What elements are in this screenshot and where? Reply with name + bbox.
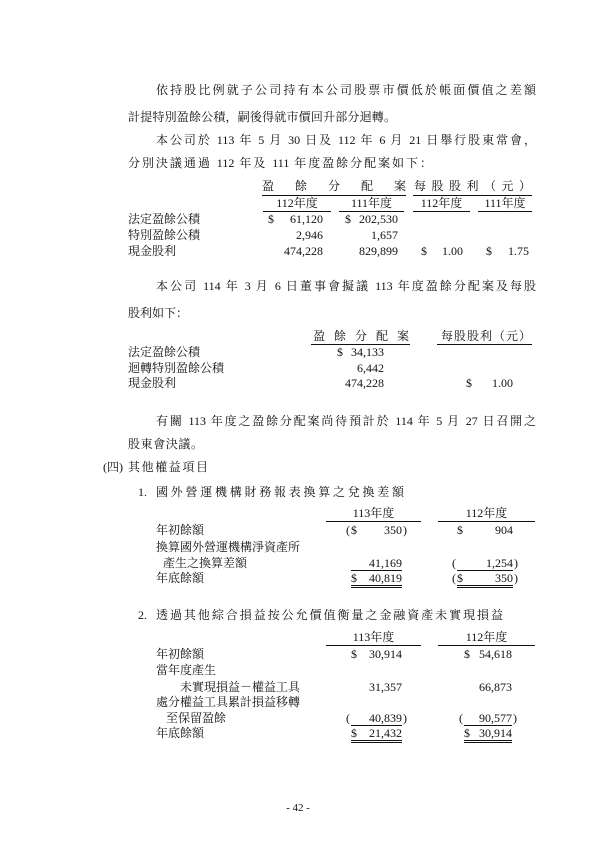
row-label-reversal-special-reserve: 迴轉特別盈餘公積 [128, 361, 225, 375]
amount-value: 40,819 [369, 571, 402, 585]
currency-symbol: $ [345, 212, 351, 226]
paren-open: ( [452, 556, 456, 570]
amount-value: 41,169 [369, 556, 402, 570]
page-number: - 42 - [286, 802, 310, 814]
header-dividend-per-share: 每股股利（元） [414, 179, 531, 193]
amount-cell [457, 523, 513, 537]
header-dividend-per-share: 每股股利（元） [441, 329, 531, 343]
column-rule [326, 645, 421, 646]
amount-cell [351, 726, 402, 743]
currency-symbol: $ [464, 647, 470, 661]
amount-cell [421, 244, 463, 258]
header-distribution-plan: 盈餘分配案 [313, 329, 409, 343]
amount-cell [459, 711, 517, 726]
row-label-closing-balance: 年底餘額 [156, 571, 205, 585]
currency-symbol: $ [457, 571, 463, 585]
amount-cell [337, 376, 384, 390]
column-header-dps-111: 111年度 [484, 196, 526, 210]
row-label-translation-line-2: 產生之換算差額 [163, 556, 248, 570]
amount-cell [351, 556, 402, 571]
column-header-dist-112: 112年度 [276, 196, 318, 210]
column-rule [478, 211, 532, 212]
paren-close: ) [403, 711, 407, 725]
row-label-legal-reserve: 法定盈餘公積 [128, 345, 201, 359]
paragraph-3-line-2: 股利如下： [128, 306, 189, 320]
amount-value: 1.75 [508, 244, 529, 258]
amount-value: 21,432 [369, 726, 402, 740]
amount-value: 202,530 [359, 212, 398, 226]
row-label-closing-balance: 年底餘額 [156, 726, 205, 740]
amount-value: 54,618 [479, 647, 512, 661]
item-2-title: 透過其他綜合損益按公允價值衡量之金融資產未實現損益 [156, 608, 503, 622]
amount-cell [464, 680, 512, 694]
column-rule [326, 521, 421, 522]
amount-value: 6,442 [357, 361, 384, 375]
header-rule [437, 344, 532, 345]
paren-close: ) [403, 523, 407, 537]
amount-cell [452, 571, 518, 588]
column-rule [413, 211, 470, 212]
column-header-112: 112年度 [465, 630, 508, 644]
paragraph-4-line-1: 有關 113 年度之盈餘分配案尚待預計於 114 年 5 月 27 日召開之 [156, 414, 536, 428]
amount-value: 350 [384, 523, 402, 537]
amount-cell [346, 523, 407, 537]
currency-symbol: $ [457, 523, 463, 537]
column-header-113: 113年度 [352, 630, 395, 644]
row-label-cash-dividend: 現金股利 [128, 244, 177, 258]
amount-value: 31,357 [369, 680, 402, 694]
amount-value: 61,120 [290, 212, 323, 226]
currency-symbol: $ [351, 523, 357, 537]
row-label-translation-line-1: 換算國外營運機構淨資產所 [156, 540, 301, 554]
item-2-marker: 2. [138, 608, 147, 622]
paren-close: ) [514, 556, 518, 570]
amount-cell [345, 212, 398, 226]
currency-symbol: $ [421, 244, 427, 258]
paragraph-3-line-1: 本公司 114 年 3 月 6 日董事會擬議 113 年度盈餘分配案及每股 [156, 279, 536, 293]
amount-value: 829,899 [359, 244, 398, 258]
paragraph-4-line-2: 股東會決議。 [128, 437, 204, 451]
amount-value: 66,873 [479, 680, 512, 694]
row-label-legal-reserve: 法定盈餘公積 [128, 212, 201, 226]
amount-cell [464, 726, 512, 743]
amount-value: 30,914 [479, 726, 512, 740]
column-rule [438, 521, 535, 522]
amount-cell [351, 680, 402, 694]
currency-symbol: $ [337, 345, 343, 359]
paragraph-1-line-1: 依持股比例就子公司持有本公司股票市價低於帳面價值之差額 [156, 83, 536, 97]
paragraph-1-line-2: 計提特別盈餘公積，嗣後得就市價回升部分迴轉。 [128, 110, 396, 124]
paren-close: ) [513, 711, 517, 725]
amount-value: 90,577 [479, 711, 512, 725]
currency-symbol: $ [351, 726, 357, 740]
amount-cell [345, 244, 398, 258]
amount-value: 34,133 [351, 345, 384, 359]
section-marker: (四) [103, 460, 123, 474]
amount-cell [337, 361, 384, 375]
amount-value: 474,228 [284, 244, 323, 258]
amount-value: 40,839 [369, 711, 402, 725]
amount-cell [345, 228, 398, 242]
currency-symbol: $ [268, 212, 274, 226]
section-title: 其他權益項目 [128, 460, 208, 474]
amount-value: 350 [495, 571, 513, 585]
amount-cell [466, 376, 513, 390]
amount-value: 30,914 [369, 647, 402, 661]
column-rule [438, 645, 535, 646]
amount-cell [486, 244, 529, 258]
row-label-disposal-transfer-line-2: 至保留盈餘 [166, 711, 227, 725]
column-header-113: 113年度 [352, 506, 395, 520]
amount-value: 1.00 [442, 244, 463, 258]
amount-cell [351, 647, 402, 661]
row-label-disposal-transfer-line-1: 處分權益工具累計損益移轉 [156, 695, 301, 709]
row-label-opening-balance: 年初餘額 [156, 523, 205, 537]
amount-cell [268, 212, 323, 226]
row-label-cash-dividend: 現金股利 [128, 376, 177, 390]
item-1-title: 國外營運機構財務報表換算之兌換差額 [156, 485, 404, 499]
amount-value: 2,946 [296, 228, 323, 242]
column-header-dps-112: 112年度 [420, 196, 463, 210]
amount-cell [268, 228, 323, 242]
amount-cell [351, 571, 402, 588]
currency-symbol: $ [351, 571, 357, 585]
amount-cell [268, 244, 323, 258]
amount-value: 904 [495, 523, 513, 537]
paragraph-2-line-1: 本公司於 113 年 5 月 30 日及 112 年 6 月 21 日舉行股東常會， [156, 133, 536, 147]
paragraph-2-line-2: 分別決議通過 112 年及 111 年度盈餘分配案如下： [128, 156, 432, 170]
header-distribution-plan: 盈餘分配案 [262, 179, 406, 193]
paren-close: ) [514, 571, 518, 585]
amount-value: 1,657 [371, 228, 398, 242]
row-label-opening-balance: 年初餘額 [156, 647, 205, 661]
amount-value: 1,254 [486, 556, 513, 570]
paren-open: ( [346, 523, 350, 537]
currency-symbol: $ [351, 647, 357, 661]
paren-open: ( [459, 711, 463, 725]
currency-symbol: $ [464, 726, 470, 740]
amount-cell [464, 647, 512, 661]
amount-value: 474,228 [345, 376, 384, 390]
column-header-112: 112年度 [465, 506, 508, 520]
row-label-special-reserve: 特別盈餘公積 [128, 228, 201, 242]
currency-symbol: $ [466, 376, 472, 390]
currency-symbol: $ [486, 244, 492, 258]
amount-value: 1.00 [492, 376, 513, 390]
amount-cell [452, 556, 518, 571]
item-1-marker: 1. [138, 485, 147, 499]
row-label-unrealized-equity: 未實現損益－權益工具 [180, 680, 301, 694]
paren-open: ( [452, 571, 456, 585]
column-header-dist-111: 111年度 [350, 196, 393, 210]
row-label-current-year: 當年度產生 [156, 663, 217, 677]
amount-cell [337, 345, 384, 359]
amount-cell [346, 711, 407, 726]
paren-open: ( [346, 711, 350, 725]
